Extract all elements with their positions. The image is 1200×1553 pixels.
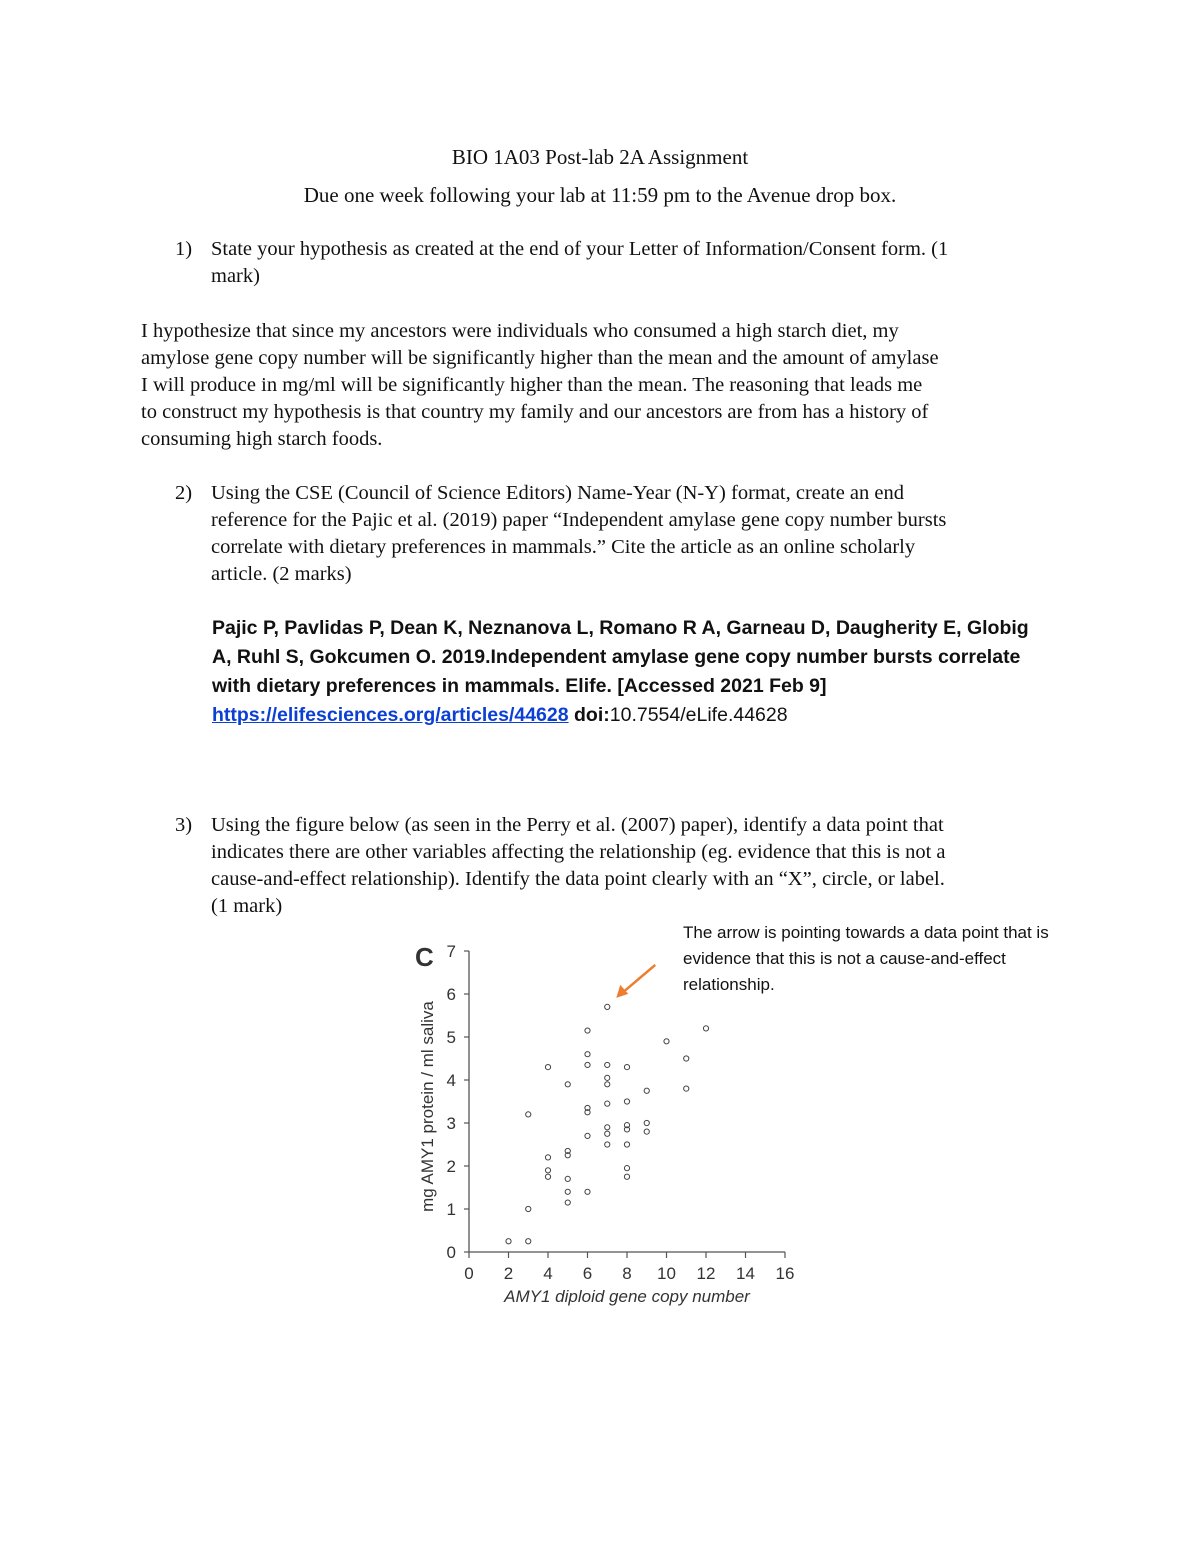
data-point [585,1052,590,1057]
data-point [664,1039,669,1044]
annotation-line: relationship. [683,975,775,994]
data-point [585,1189,590,1194]
data-point [644,1129,649,1134]
x-tick-label: 2 [503,1264,514,1283]
reference-line: A, Ruhl S, Gokcumen O. 2019.Independent amylase gene copy number bursts correlate [212,646,1021,668]
question-3-line: (1 mark) [211,895,283,917]
data-point [565,1189,570,1194]
answer-line: I hypothesize that since my ancestors were individuals who consumed a high starch diet, my [141,320,899,342]
y-tick-label: 4 [446,1071,456,1090]
data-point [684,1056,689,1061]
data-point [506,1239,511,1244]
data-point [545,1174,550,1179]
data-point [526,1112,531,1117]
question-2-line: Using the CSE (Council of Science Editors) Name-Year (N-Y) format, create an end [211,482,904,504]
question-3-line: cause-and-effect relationship). Identify the data point clearly with an “X”, circle, or label. [211,868,945,890]
data-point [545,1168,550,1173]
question-2-number: 2) [175,482,193,504]
annotation-line: evidence that this is not a cause-and-effect [683,949,1006,968]
y-tick-label: 7 [446,942,456,961]
question-1-number: 1) [175,238,193,260]
data-point [585,1028,590,1033]
question-2-line: correlate with dietary preferences in mammals.” Cite the article as an online scholarly [211,536,916,558]
doi-value: 10.7554/eLife.44628 [609,704,788,726]
x-axis-label: AMY1 diploid gene copy number [504,1287,750,1306]
data-point [605,1082,610,1087]
data-point [526,1206,531,1211]
x-tick-label: 16 [775,1264,795,1283]
data-point [526,1239,531,1244]
data-point [624,1065,629,1070]
y-axis-label: mg AMY1 protein / ml saliva [418,1001,437,1212]
data-point [545,1155,550,1160]
y-tick-label: 3 [446,1114,456,1133]
y-tick-label: 2 [446,1157,456,1176]
x-tick-label: 12 [696,1264,716,1283]
answer-line: to construct my hypothesis is that country my family and our ancestors are from has a history of [141,401,929,423]
x-tick-label: 0 [464,1264,474,1283]
data-point [605,1131,610,1136]
data-point [624,1099,629,1104]
answer-line: amylose gene copy number will be significantly higher than the mean and the amount of amylase [141,347,939,369]
question-2-line: reference for the Pajic et al. (2019) paper “Independent amylase gene copy number bursts [211,509,947,531]
y-tick-label: 5 [446,1028,456,1047]
panel-label: C [415,942,434,972]
data-point [644,1088,649,1093]
data-point [565,1200,570,1205]
question-3-line: indicates there are other variables affecting the relationship (eg. evidence that this is not a [211,841,946,863]
data-point [585,1133,590,1138]
data-point [684,1086,689,1091]
data-point [605,1101,610,1106]
annotation-arrow-head [616,985,628,998]
data-point [624,1166,629,1171]
x-tick-label: 14 [736,1264,755,1283]
data-point [585,1062,590,1067]
due-date-text: Due one week following your lab at 11:59 pm to the Avenue drop box. [303,183,897,207]
data-point [545,1065,550,1070]
data-point [565,1082,570,1087]
answer-line: consuming high starch foods. [141,428,383,450]
y-tick-label: 0 [446,1243,456,1262]
x-tick-label: 6 [582,1264,593,1283]
question-2-line: article. (2 marks) [211,563,352,585]
reference-link[interactable]: https://elifesciences.org/articles/44628 [212,704,569,726]
question-3-line: Using the figure below (as seen in the Perry et al. (2007) paper), identify a data point that [211,814,944,836]
x-tick-label: 4 [543,1264,553,1283]
data-point [605,1125,610,1130]
data-point [605,1075,610,1080]
y-tick-label: 1 [446,1200,456,1219]
data-point [703,1026,708,1031]
data-point [605,1004,610,1009]
doi-label: doi: [574,704,610,726]
x-tick-label: 8 [622,1264,632,1283]
y-tick-label: 6 [446,985,456,1004]
assignment-title: BIO 1A03 Post-lab 2A Assignment [451,145,749,169]
x-tick-label: 10 [657,1264,676,1283]
question-1-line: mark) [211,265,260,287]
data-point [624,1142,629,1147]
question-1-line: State your hypothesis as created at the end of your Letter of Information/Consent form. (1 [211,238,949,260]
data-point [605,1062,610,1067]
reference-line: Pajic P, Pavlidas P, Dean K, Neznanova L, Romano R A, Garneau D, Daugherity E, Globig [212,617,1029,639]
data-point [644,1120,649,1125]
chart-layer [415,942,794,1306]
data-point [565,1176,570,1181]
annotation-line: The arrow is pointing towards a data point that is [683,923,1049,942]
question-3-number: 3) [175,814,193,836]
reference-line: with dietary preferences in mammals. Elife. [Accessed 2021 Feb 9] [212,675,827,697]
data-point [605,1142,610,1147]
data-point [624,1174,629,1179]
answer-line: I will produce in mg/ml will be significantly higher than the mean. The reasoning that leads me [141,374,923,396]
